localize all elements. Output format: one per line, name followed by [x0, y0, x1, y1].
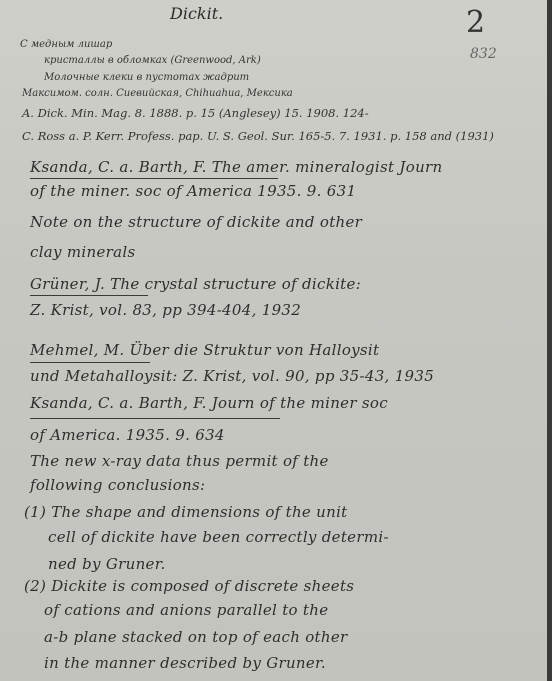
note-line: in the manner described by Gruner.	[44, 654, 326, 672]
citation-line: of America. 1935. 9. 634	[30, 426, 225, 444]
citation-line: Mehmel, M. Über die Struktur von Halloysit	[30, 341, 380, 359]
underline	[30, 295, 148, 296]
note-line: (2) Dickite is composed of discrete sheets	[24, 577, 355, 595]
note-line: cell of dickite have been correctly determi-	[48, 528, 389, 546]
citation-line: und Metahalloysit: Z. Krist, vol. 90, pp 35-43, 1935	[30, 367, 435, 385]
underline	[30, 418, 280, 419]
card-number: 2	[466, 5, 486, 40]
citation-line: Grüner, J. The crystal structure of dickite:	[30, 275, 362, 293]
note-line: a-b plane stacked on top of each other	[44, 628, 348, 646]
citation-line: of the miner. soc of America 1935. 9. 631	[30, 182, 357, 200]
underline	[30, 178, 278, 179]
underline	[30, 362, 150, 363]
citation-line: Note on the structure of dickite and other	[30, 213, 363, 231]
reference-line: A. Dick. Min. Mag. 8. 1888. p. 15 (Anglesey) 15. 1908. 124-	[22, 106, 369, 120]
reference-line: C. Ross a. P. Kerr. Profess. pap. U. S. Geol. Sur. 165-5. 7. 1931. p. 158 and (1931)	[22, 129, 494, 143]
russian-note: Максимом. солн. Сиевийская, Chihuahua, Мексика	[22, 88, 293, 99]
citation-line: Z. Krist, vol. 83, pp 394-404, 1932	[30, 301, 302, 319]
note-line: (1) The shape and dimensions of the unit	[24, 503, 348, 521]
citation-line: Ksanda, C. a. Barth, F. The amer. mineralogist Journ	[30, 158, 443, 176]
note-line: The new x-ray data thus permit of the	[30, 452, 329, 470]
card-title: Dickit.	[170, 4, 224, 23]
russian-note: Молочные клеки в пустотах жадрит	[44, 72, 250, 83]
note-line: of cations and anions parallel to the	[44, 601, 329, 619]
card-sub-number: 832	[470, 46, 497, 62]
russian-note: С медным лишар	[20, 39, 113, 50]
russian-note: кристаллы в обломках (Greenwood, Ark)	[44, 55, 261, 66]
note-line: following conclusions:	[30, 476, 206, 494]
note-line: ned by Gruner.	[48, 555, 166, 573]
citation-line: clay minerals	[30, 243, 136, 261]
citation-line: Ksanda, C. a. Barth, F. Journ of the miner soc	[30, 394, 388, 412]
